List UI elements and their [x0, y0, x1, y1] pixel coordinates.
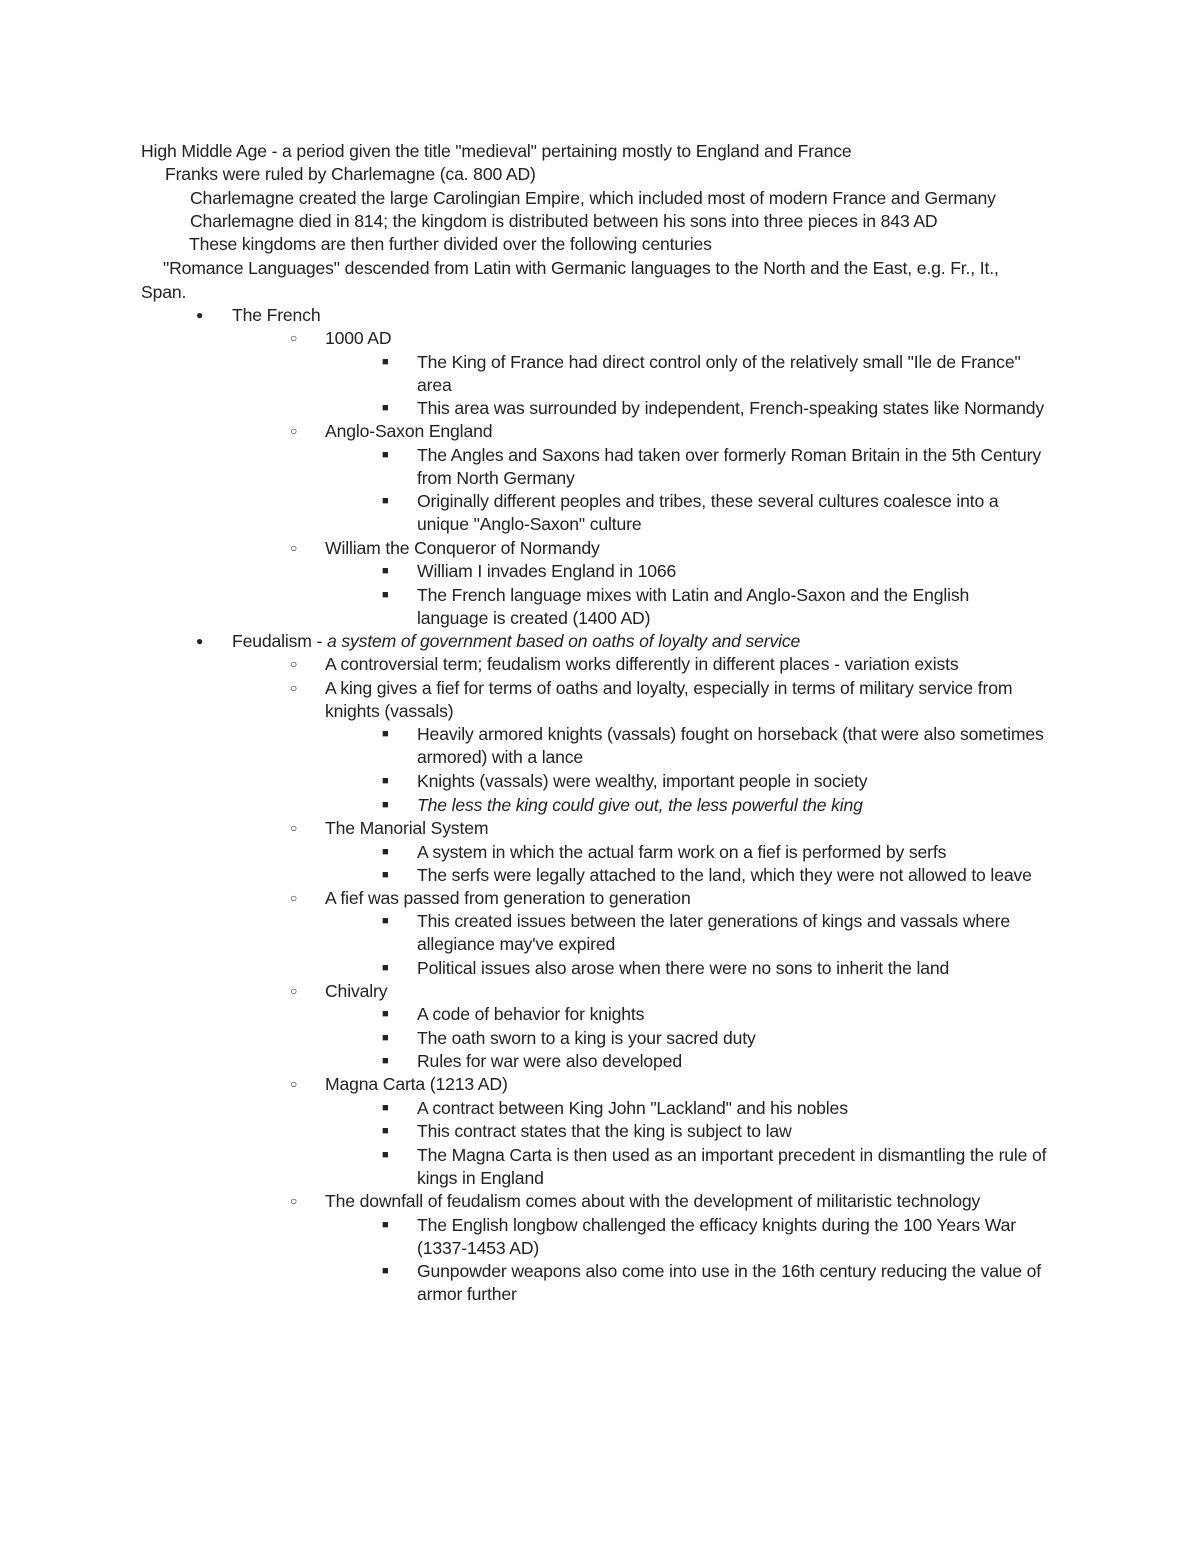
bullet-square: ■: [382, 799, 389, 811]
bullet-square: ■: [382, 1008, 389, 1020]
bullet-square: ■: [382, 962, 389, 974]
bullet-square: ■: [382, 846, 389, 858]
bullet-square: ■: [382, 728, 389, 740]
bullet-square: ■: [382, 1149, 389, 1161]
feudalism-definition: a system of government based on oaths of loyalty and service: [327, 631, 801, 651]
bullet-square: ■: [382, 1102, 389, 1114]
bullet-square: ■: [382, 915, 389, 927]
bullet-circle: ○: [290, 681, 298, 695]
romance-languages-line: "Romance Languages" descended from Latin with Germanic languages to the North and the East, e.g. Fr., It.,: [163, 258, 999, 278]
list-item: The English longbow challenged the efficacy knights during the 100 Years War (1337-1453 AD): [417, 1215, 1016, 1259]
list-item: Gunpowder weapons also come into use in the 16th century reducing the value of armor further: [417, 1261, 1042, 1305]
bullet-square: ■: [382, 1219, 389, 1231]
list-item: The serfs were legally attached to the land, which they were not allowed to leave: [417, 865, 1032, 885]
list-item: This contract states that the king is subject to law: [417, 1121, 792, 1141]
bullet-square: ■: [382, 402, 389, 414]
bullet-circle: ○: [290, 821, 298, 835]
list-item: A code of behavior for knights: [417, 1004, 645, 1024]
bullet-disc: ●: [196, 308, 204, 322]
chivalry-item: Chivalry: [325, 981, 388, 1001]
bullet-square: ■: [382, 449, 389, 461]
romance-languages-line-cont: Span.: [141, 282, 187, 302]
list-item: This created issues between the later generations of kings and vassals where allegiance may've expired: [417, 911, 1010, 955]
bullet-square: ■: [382, 1265, 389, 1277]
bullet-square: ■: [382, 356, 389, 368]
bullet-disc: ●: [196, 634, 204, 648]
bullet-square: ■: [382, 1032, 389, 1044]
fief-item: A king gives a fief for terms of oaths and loyalty, especially in terms of military service from knights (vassals): [325, 678, 1013, 722]
list-item: The King of France had direct control only of the relatively small "Ile de France" area: [417, 352, 1021, 396]
list-item: Heavily armored knights (vassals) fought on horseback (that were also sometimes armored) with a lance: [417, 724, 1044, 768]
list-item: The French language mixes with Latin and Anglo-Saxon and the English language is created (1400 AD): [417, 585, 970, 629]
list-item: This area was surrounded by independent, French-speaking states like Normandy: [417, 398, 1045, 418]
bullet-circle: ○: [290, 984, 298, 998]
bullet-square: ■: [382, 565, 389, 577]
bullet-circle: ○: [290, 1077, 298, 1091]
william-item: William the Conqueror of Normandy: [325, 538, 600, 558]
bullet-square: ■: [382, 1055, 389, 1067]
list-item: The oath sworn to a king is your sacred duty: [417, 1028, 756, 1048]
charlemagne-empire-line: Charlemagne created the large Carolingian Empire, which included most of modern France and Germany: [190, 188, 996, 208]
generation-item: A fief was passed from generation to generation: [325, 888, 691, 908]
bullet-square: ■: [382, 869, 389, 881]
charlemagne-died-line: Charlemagne died in 814; the kingdom is distributed between his sons into three pieces in 843 AD: [190, 211, 938, 231]
bullet-circle: ○: [290, 541, 298, 555]
list-item: The Angles and Saxons had taken over formerly Roman Britain in the 5th Century from North Germany: [417, 445, 1041, 489]
french-heading: The French: [232, 305, 321, 325]
bullet-circle: ○: [290, 1194, 298, 1208]
bullet-circle: ○: [290, 657, 298, 671]
list-item: Originally different peoples and tribes, these several cultures coalesce into a unique "Anglo-Saxon" culture: [417, 491, 999, 535]
kingdoms-divided-line: These kingdoms are then further divided over the following centuries: [189, 234, 712, 254]
list-item: Political issues also arose when there were no sons to inherit the land: [417, 958, 950, 978]
bullet-square: ■: [382, 589, 389, 601]
bullet-square: ■: [382, 1125, 389, 1137]
controversial-item: A controversial term; feudalism works differently in different places - variation exists: [325, 654, 959, 674]
magna-carta-item: Magna Carta (1213 AD): [325, 1074, 508, 1094]
manorial-item: The Manorial System: [325, 818, 489, 838]
list-item: A contract between King John "Lackland" and his nobles: [417, 1098, 848, 1118]
bullet-circle: ○: [290, 424, 298, 438]
bullet-square: ■: [382, 775, 389, 787]
ad1000-item: 1000 AD: [325, 328, 392, 348]
list-item: William I invades England in 1066: [417, 561, 677, 581]
bullet-circle: ○: [290, 331, 298, 345]
list-item: Rules for war were also developed: [417, 1051, 682, 1071]
feudalism-heading: [232, 630, 800, 653]
bullet-square: ■: [382, 495, 389, 507]
franks-line: Franks were ruled by Charlemagne (ca. 800 AD): [165, 164, 536, 184]
anglo-saxon-item: Anglo-Saxon England: [325, 421, 493, 441]
list-item: A system in which the actual farm work on a fief is performed by serfs: [417, 842, 947, 862]
downfall-item: The downfall of feudalism comes about with the development of militaristic technology: [325, 1191, 981, 1211]
feudalism-term: Feudalism -: [232, 631, 327, 651]
list-item: The Magna Carta is then used as an important precedent in dismantling the rule of kings in England: [417, 1145, 1047, 1189]
intro-title-line: High Middle Age - a period given the title "medieval" pertaining mostly to England and France: [141, 141, 852, 161]
bullet-circle: ○: [290, 891, 298, 905]
list-item: The less the king could give out, the less powerful the king: [417, 795, 863, 815]
list-item: Knights (vassals) were wealthy, important people in society: [417, 771, 868, 791]
